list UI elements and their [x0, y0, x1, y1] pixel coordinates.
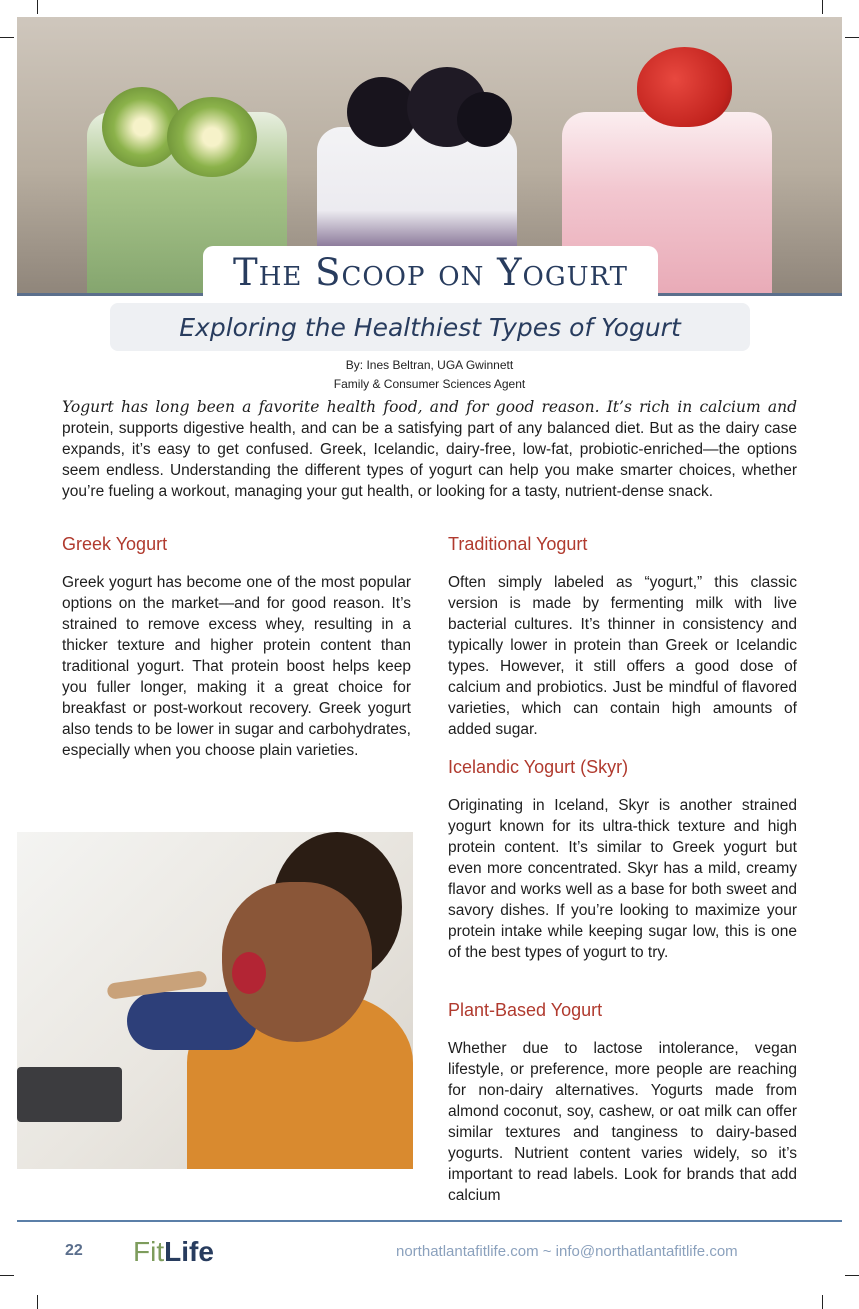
logo-life: Life — [164, 1236, 214, 1267]
crop-mark — [0, 37, 14, 38]
section-body-traditional: Often simply labeled as “yogurt,” this classic version is made by fermenting milk with live bacterial cultures. It’s thinner in consistency and typically lower in protein than Greek or Icelandic types. However, it still offers a good dose of calcium and probiotics. Just be mindful of flavored varieties, which can contain high amounts of added sugar. — [448, 574, 797, 738]
crop-mark — [0, 1275, 14, 1276]
crop-mark — [37, 0, 38, 14]
laptop-shape — [17, 1067, 122, 1122]
page-subtitle: Exploring the Healthiest Types of Yogurt — [179, 312, 681, 342]
intro-paragraph — [62, 397, 797, 502]
section-body-icelandic: Originating in Iceland, Skyr is another strained yogurt known for its ultra-thick texture and high protein content. It’s similar to Greek yogurt but even more concentrated. Skyr has a mild, creamy flavor and works well as a base for both sweet and savory dishes. If you’re looking to maximize your protein intake while keeping sugar low, this is one of the best types of yogurt to try. — [448, 797, 797, 961]
footer-divider — [17, 1220, 842, 1222]
crop-mark — [37, 1295, 38, 1309]
crop-mark — [822, 0, 823, 14]
section-body-plant-based: Whether due to lactose intolerance, vegan lifestyle, or preference, more people are reaching for non-dairy alternatives. Yogurts made from almond coconut, soy, cashew, or oat milk can offer similar textures and tanginess to dairy-based yogurts. Nutrient content varies widely, so it’s important to read labels. Look for brands that add calcium — [448, 1040, 797, 1204]
crop-mark — [822, 1295, 823, 1309]
mouth-shape — [232, 952, 266, 994]
toddler-eating-photo — [17, 832, 413, 1169]
blackberry — [457, 92, 512, 147]
section-heading-icelandic: Icelandic Yogurt (Skyr) — [448, 757, 629, 777]
section-body-greek: Greek yogurt has become one of the most popular options on the market—and for good reason. It’s strained to remove excess whey, resulting in a thicker texture and higher protein content than traditional yogurt. That protein boost helps keep you fuller longer, making it a great choice for breakfast or post-workout recovery. Greek yogurt also tends to be lower in sugar and carbohydrates, especially when you choose plain varieties. — [62, 574, 411, 759]
crop-mark — [845, 37, 859, 38]
page-number: 22 — [65, 1242, 83, 1259]
strawberry — [637, 47, 732, 127]
subtitle-banner — [110, 303, 750, 351]
byline-role: Family & Consumer Sciences Agent — [333, 377, 526, 391]
fitlife-logo — [133, 1236, 214, 1268]
title-banner — [203, 246, 658, 298]
section-heading-plant-based: Plant-Based Yogurt — [448, 1000, 603, 1020]
kiwi-slice — [167, 97, 257, 177]
footer-contact: northatlantafitlife.com ~ info@northatlantafitlife.com — [396, 1243, 738, 1260]
intro-body: protein, supports digestive health, and can be a satisfying part of any balanced diet. But as the dairy case expands, it’s easy to get confused. Greek, Icelandic, dairy-free, low-fat, probiotic-enriched—the options seem endless. Understanding the different types of yogurt can help you make smarter choices, whether you’re fueling a workout, managing your gut health, or looking for a tasty, nutrient-dense snack. — [62, 420, 797, 500]
section-heading-greek: Greek Yogurt — [62, 534, 168, 554]
logo-fit: Fit — [133, 1236, 165, 1267]
intro-lead: Yogurt has long been a favorite health food, and for good reason. It’s rich in calcium and — [62, 398, 797, 416]
byline-author: By: Ines Beltran, UGA Gwinnett — [345, 358, 514, 372]
page-title: The Scoop on Yogurt — [233, 250, 628, 294]
crop-mark — [845, 1275, 859, 1276]
section-heading-traditional: Traditional Yogurt — [448, 534, 588, 554]
